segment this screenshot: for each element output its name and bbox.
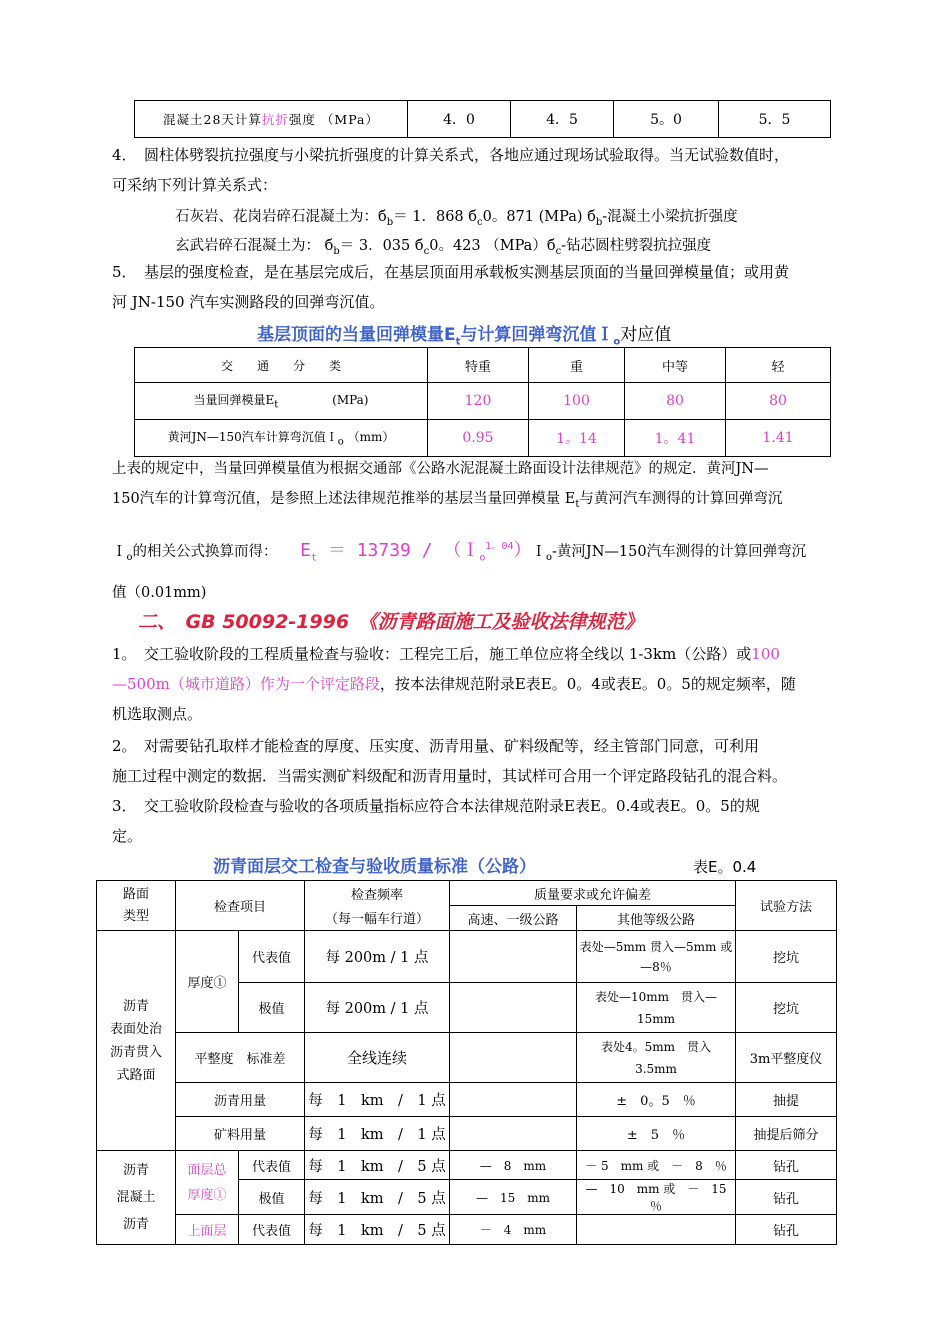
row-label (135, 383, 428, 420)
formula-sub: c (477, 216, 483, 228)
header-cell: 重 (529, 348, 625, 383)
paragraph-5 (112, 257, 857, 317)
value-cell: 1。14 (529, 420, 625, 457)
header-high: 高速、一级公路 (450, 906, 577, 931)
modulus-table (134, 347, 831, 457)
formula-text: -钻芯圆柱劈裂抗拉强度 (561, 238, 712, 254)
table-row (97, 931, 837, 983)
text-line (112, 639, 857, 669)
high-cell: — 15 mm (450, 1180, 577, 1215)
title-tail: 对应值 (620, 325, 672, 345)
table-row (135, 101, 831, 138)
formula-sub: c (423, 245, 430, 257)
text-line: 定。 (112, 827, 143, 845)
value-cell: 80 (625, 383, 726, 420)
text-segment: 与黄河汽车测得的计算回弹弯沉 (579, 491, 783, 507)
text-line: 可采纳下列计算关系式： (112, 176, 278, 194)
value-cell: 100 (529, 383, 625, 420)
freq-cell: 每 1 km / 5 点 (305, 1215, 450, 1245)
text-segment: 1。 交工验收阶段的工程质量检查与验收：工程完工后，施工单位应将全线以 1-3km（公路）或 (112, 645, 752, 663)
method-cell: 钻孔 (736, 1151, 837, 1180)
table-row (135, 420, 831, 457)
freq-cell: 每 1 km / 5 点 (305, 1151, 450, 1180)
strength-value: 5．5 (719, 101, 831, 138)
text-line: 5． 基层的强度检查，是在基层完成后，在基层顶面用承载板实测基层顶面的当量回弹模量值；或用黄 (112, 263, 790, 281)
value-cell: 1.41 (726, 420, 831, 457)
section-title: 二、 GB 50092-1996 《沥青路面施工及验收法律规范》 (138, 611, 644, 633)
header-cell: 交 通 分 类 (135, 348, 428, 383)
group-type: 沥青 混凝土 沥青 (97, 1151, 176, 1245)
high-cell (450, 983, 577, 1033)
value-cell: 120 (428, 383, 529, 420)
header-cell: 特重 (428, 348, 529, 383)
method-cell: 抽提后筛分 (736, 1117, 837, 1151)
text-segment: 150汽车的计算弯沉值，是参照上述法律规范推举的基层当量回弹模量 E (112, 491, 576, 507)
text-line (112, 484, 857, 520)
other-cell: ± 0。5 ％ (577, 1083, 736, 1117)
table-row (135, 383, 831, 420)
text-segment: Ｉ (531, 544, 546, 560)
item-cell: 沥青用量 (176, 1083, 305, 1117)
high-cell (450, 1083, 577, 1117)
paragraph-4 (112, 140, 857, 200)
header-type: 路面 类型 (97, 881, 176, 931)
other-cell: 表处4。5mm 贯入 3.5mm (577, 1033, 736, 1083)
text-segment: Ｉ (112, 544, 127, 560)
sub-item: 极值 (239, 1180, 305, 1215)
table-row (97, 1215, 837, 1245)
text-sub: o (545, 551, 553, 563)
method-cell: 钻孔 (736, 1215, 837, 1245)
formula-text: E (300, 540, 311, 561)
text-segment: 的相关公式换算而得： (132, 544, 278, 560)
formula-limestone (175, 205, 738, 228)
formula-text: ＝ 13739 / （Ｉ (317, 540, 480, 561)
formula-sup: 1。04 (485, 541, 514, 552)
formula-text: ） (513, 540, 532, 561)
formula-sub: b (595, 216, 603, 228)
title-text: 与计算回弹弯沉值Ｉ (460, 325, 614, 345)
strength-label-tail: 强度 （MPa） (288, 112, 379, 127)
table3-number: 表E。0.4 (693, 858, 757, 876)
other-cell: — 10 mm 或 － 15 ％ (577, 1180, 736, 1215)
other-cell: － 5 mm 或 － 8 ％ (577, 1151, 736, 1180)
text-highlight: —500m（城市道路）作为一个评定路段 (112, 675, 380, 693)
freq-cell: 全线连续 (305, 1033, 450, 1083)
section2-paragraph-3 (112, 791, 857, 851)
formula-text: ＝ 1．868 б (393, 209, 477, 225)
deflection-formula (300, 540, 532, 564)
strength-value: 4．5 (511, 101, 614, 138)
strength-value: 5。0 (614, 101, 719, 138)
method-cell: 抽提 (736, 1083, 837, 1117)
freq-cell: 每 200m / 1 点 (305, 983, 450, 1033)
label-unit: (MPa) (332, 393, 369, 408)
value-cell: 1。41 (625, 420, 726, 457)
high-cell (450, 1117, 577, 1151)
text-line: 值（0.01mm) (112, 585, 207, 601)
text-line: 3． 交工验收阶段检查与验收的各项质量指标应符合本法律规范附录E表E。0.4或表E。0。5的规 (112, 797, 760, 815)
section2-paragraph-1 (112, 639, 857, 729)
method-cell: 钻孔 (736, 1180, 837, 1215)
formula-basalt (175, 234, 711, 257)
table-row (97, 1151, 837, 1180)
label-text: 当量回弹模量E (193, 393, 275, 408)
group-type: 沥青 表面处治 沥青贯入 式路面 (97, 931, 176, 1151)
label-text: 黄河JN—150汽车计算弯沉值Ｉ (167, 430, 338, 445)
other-cell (577, 1215, 736, 1245)
table-row (135, 348, 831, 383)
table3-title: 沥青面层交工检查与验收质量标准（公路） (213, 857, 536, 877)
formula-sub: b (386, 216, 394, 228)
table-row (97, 1117, 837, 1151)
text-line (112, 669, 857, 699)
quality-standard-table (96, 880, 837, 1245)
row-label (135, 420, 428, 457)
text-line: 施工过程中测定的数据．当需实测矿料级配和沥青用量时，其试样可合用一个评定路段钻孔的混合料。 (112, 767, 788, 785)
formula-text: 石灰岩、花岗岩碎石混凝土为：б (175, 209, 387, 225)
method-cell: 挖坑 (736, 983, 837, 1033)
title-text: 基层顶面的当量回弹模量E (257, 325, 456, 345)
strength-label: 混凝土28天计算 (163, 112, 262, 127)
text-line: 4． 圆柱体劈裂抗拉强度与小梁抗折强度的计算关系式，各地应通过现场试验取得。当无试验数值时， (112, 146, 790, 164)
item-cell: 平整度 标准差 (176, 1033, 305, 1083)
section2-paragraph-2 (112, 731, 857, 791)
sub-item: 代表值 (239, 1151, 305, 1180)
strength-table (134, 100, 831, 138)
high-cell (450, 1033, 577, 1083)
text-highlight: 100 (751, 645, 780, 663)
text-line: 河 JN-150 汽车实测路段的回弹弯沉值。 (112, 293, 385, 311)
header-cell: 中等 (625, 348, 726, 383)
strength-value: 4．0 (408, 101, 511, 138)
strength-label-cell (135, 101, 408, 138)
method-cell: 挖坑 (736, 931, 837, 983)
freq-cell: 每 1 km / 1 点 (305, 1117, 450, 1151)
sub-item: 极值 (239, 983, 305, 1033)
formula-sub: b (333, 245, 340, 257)
text-line: 上表的规定中，当量回弹模量值为根据交通部《公路水泥混凝土路面设计法律规范》的规定．黄河JN— (112, 461, 769, 477)
text-segment: -黄河JN—150汽车测得的计算回弹弯沉 (552, 544, 807, 560)
text-sub: o (126, 551, 133, 563)
table2-title (257, 320, 671, 347)
item-cell: 矿料用量 (176, 1117, 305, 1151)
high-cell (450, 931, 577, 983)
freq-cell: 每 1 km / 1 点 (305, 1083, 450, 1117)
strength-label-highlight: 抗折 (261, 112, 289, 127)
high-cell: — 8 mm (450, 1151, 577, 1180)
formula-text: 玄武岩碎石混凝土为： б (175, 238, 334, 254)
formula-sub: o (479, 552, 486, 564)
freq-cell: 每 1 km / 5 点 (305, 1180, 450, 1215)
other-cell: 表处—5mm 贯入—5mm 或 —8％ (577, 931, 736, 983)
item-cell: 上面层 (176, 1215, 239, 1245)
other-cell: ± 5 ％ (577, 1117, 736, 1151)
header-other: 其他等级公路 (577, 906, 736, 931)
header-freq: 检查频率 (305, 881, 450, 906)
value-cell: 0.95 (428, 420, 529, 457)
label-sub: o (337, 436, 344, 448)
header-quality: 质量要求或允许偏差 (450, 881, 736, 906)
sub-item: 代表值 (239, 1215, 305, 1245)
paragraph-after-table2 (112, 454, 857, 520)
other-cell: 表处—10mm 贯入— 15mm (577, 983, 736, 1033)
header-method: 试验方法 (736, 881, 837, 931)
formula-text: 0。423 （MPa）б (429, 238, 556, 254)
label-unit: （mm） (347, 430, 395, 445)
formula-sub: c (555, 245, 562, 257)
high-cell: － 4 mm (450, 1215, 577, 1245)
formula-text: -混凝土小梁抗折强度 (602, 209, 738, 225)
thickness-label: 厚度① (176, 931, 239, 1033)
table-row (97, 881, 837, 906)
freq-cell: 每 200m / 1 点 (305, 931, 450, 983)
title-sub: t (455, 336, 461, 348)
formula-line (112, 536, 806, 564)
label-sub: t (274, 399, 279, 411)
formula-text: 0。871 (MPa) б (482, 209, 596, 225)
header-freq-sub: （每一幅车行道） (305, 906, 450, 931)
table-row (97, 1083, 837, 1117)
total-thickness-label: 面层总 厚度① (176, 1151, 239, 1215)
value-cell: 80 (726, 383, 831, 420)
text-line: 机选取测点。 (112, 705, 203, 723)
table-row (97, 1033, 837, 1083)
text-line: 2。 对需要钻孔取样才能检查的厚度、压实度、沥青用量、矿料级配等，经主管部门同意，可利用 (112, 737, 760, 755)
text-sub: t (575, 498, 580, 510)
text-segment: ，按本法律规范附录E表E。0。4或表E。0。5的规定频率，随 (379, 675, 796, 693)
formula-sub: t (310, 552, 318, 564)
formula-text: ＝ 3．035 б (339, 238, 424, 254)
header-item: 检查项目 (176, 881, 305, 931)
header-cell: 轻 (726, 348, 831, 383)
method-cell: 3m平整度仪 (736, 1033, 837, 1083)
sub-item: 代表值 (239, 931, 305, 983)
title-sub: o (613, 336, 621, 348)
